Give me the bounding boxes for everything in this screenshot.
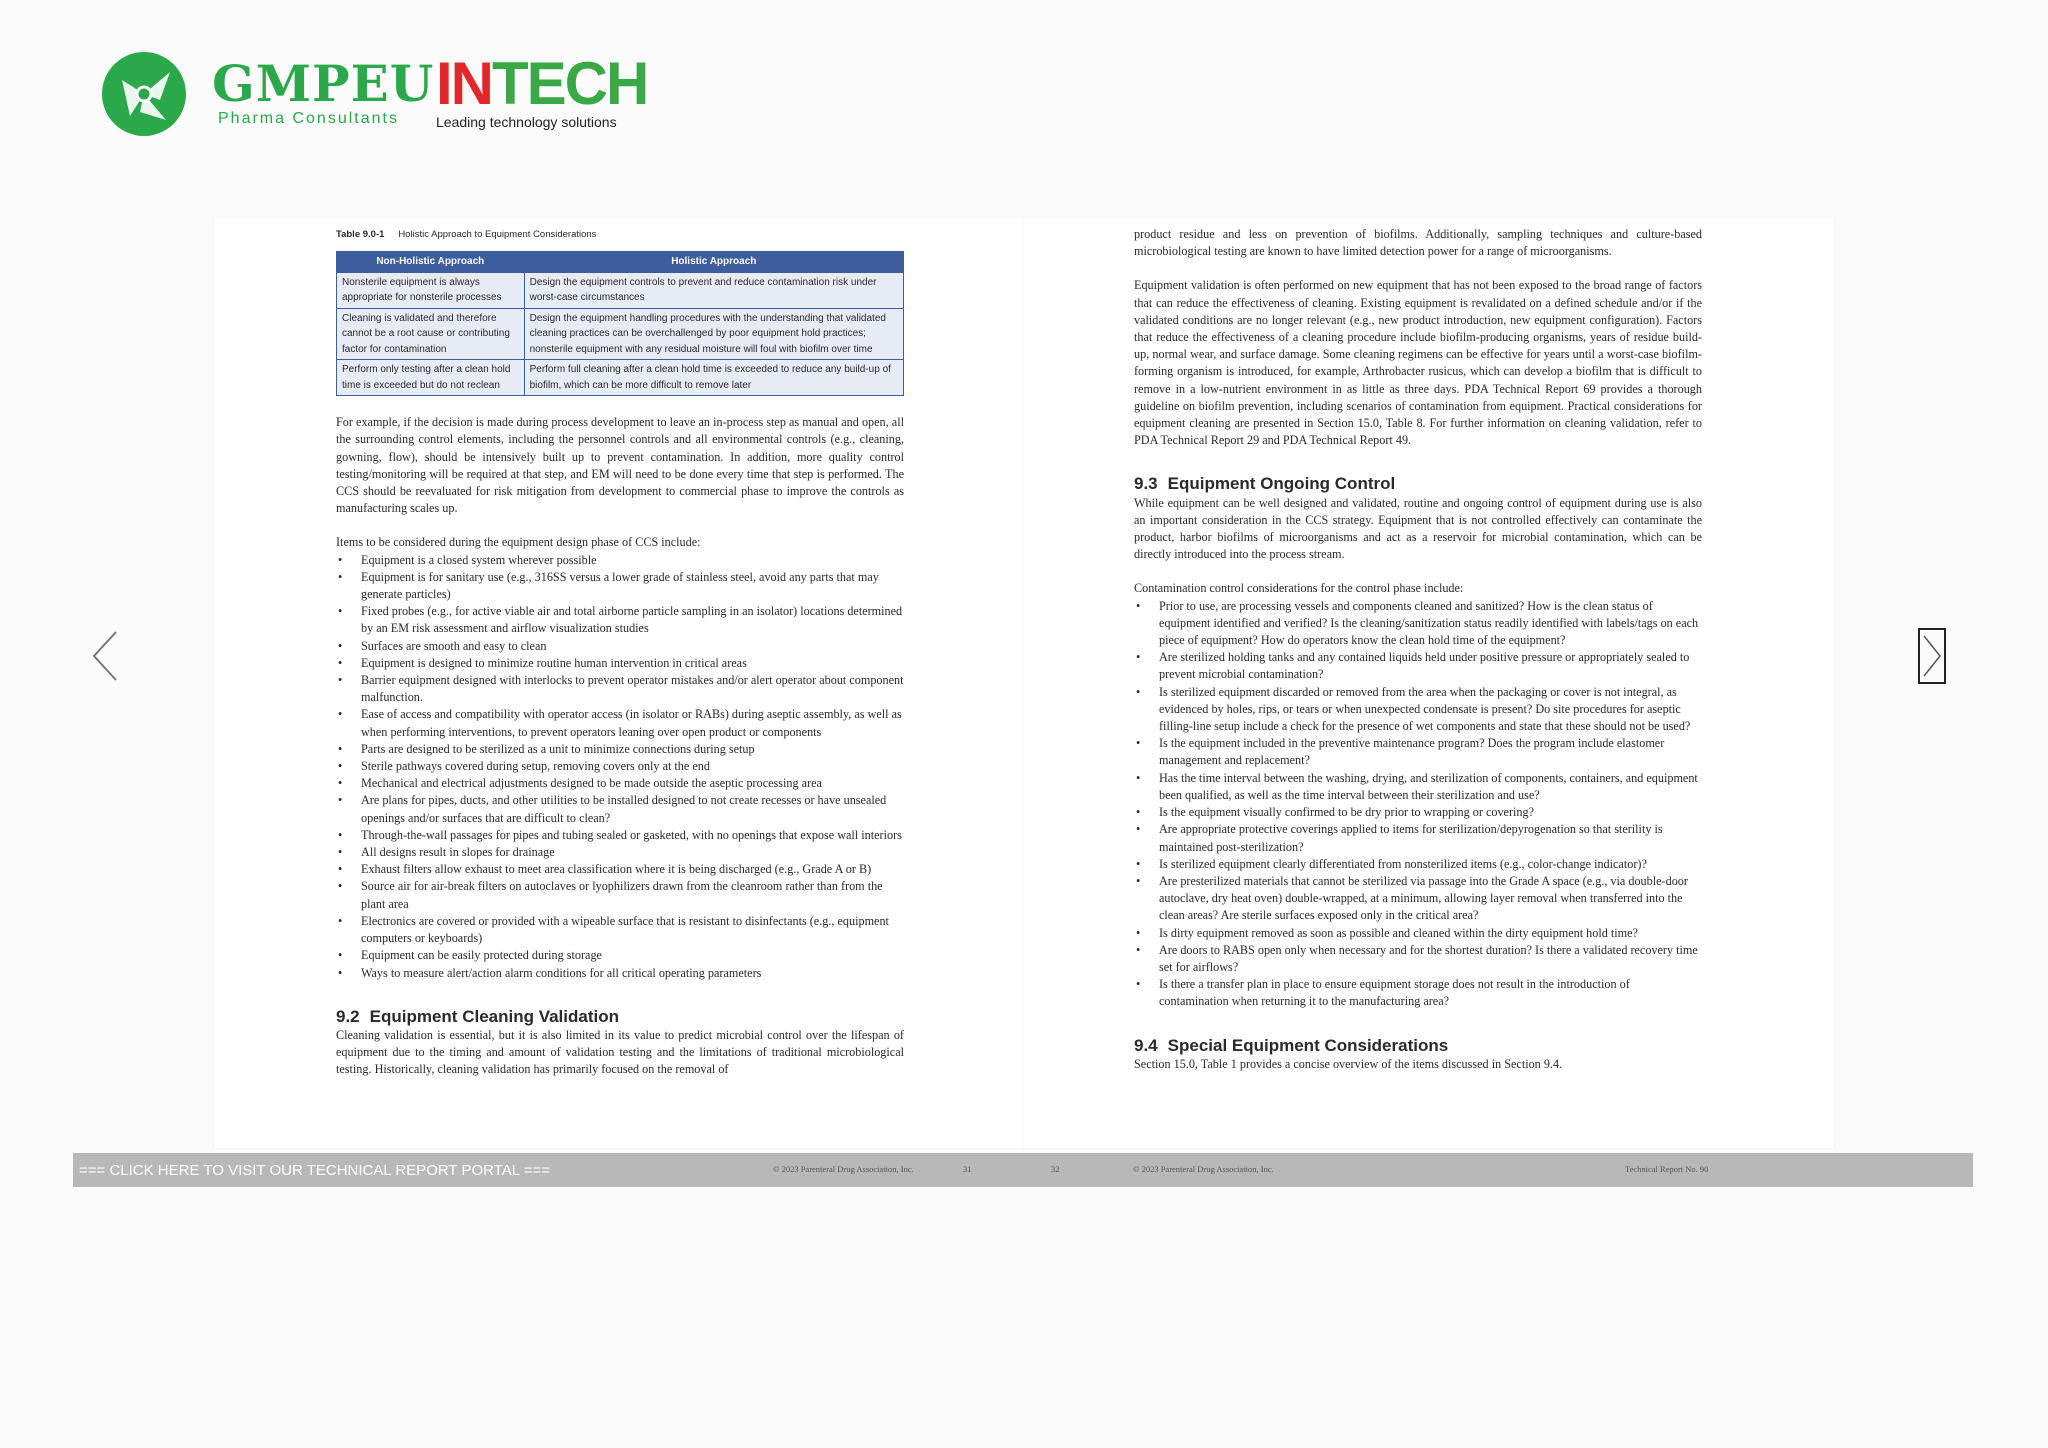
list-item: • Mechanical and electrical adjustments designed to be made outside the aseptic processing area bbox=[336, 775, 904, 792]
list-item: • Through-the-wall passages for pipes and tubing sealed or gasketed, with no openings that expose wall interiors bbox=[336, 827, 904, 844]
list-item: • Sterile pathways covered during setup, removing covers only at the end bbox=[336, 758, 904, 775]
list-item: • Surfaces are smooth and easy to clean bbox=[336, 638, 904, 655]
list-item: • Source air for air-break filters on autoclaves or lyophilizers drawn from the cleanroom rather than from the plant area bbox=[336, 878, 904, 912]
table-row bbox=[337, 308, 904, 360]
control-phase-list bbox=[1134, 598, 1702, 1011]
list-item: • Is sterilized equipment clearly differentiated from nonsterilized items (e.g., color-change indicator)? bbox=[1134, 856, 1702, 873]
table-cell: Perform full cleaning after a clean hold time is exceeded to reduce any build-up of biofilm, which can be more difficult to remove later bbox=[524, 360, 903, 396]
list-item: • Electronics are covered or provided with a wipeable surface that is resistant to disinfectants (e.g., equipment computers or keyboards) bbox=[336, 913, 904, 947]
body-paragraph: Equipment validation is often performed on new equipment that has not been exposed to the broad range of factors that can reduce the effectiveness of cleaning. Existing equipment is revalidated on a defined schedule and/or if the validated conditions are no longer relevant (e.g., new product introduction, new equipment configuration). Factors that reduce the effectiveness of a cleaning procedure include biofilm-producing organisms, years of residue build-up, normal wear, and surface damage. Some cleaning regimens can be effective for years until a worst-case biofilm-forming organism is introduced, for example, Arthrobacter rusicus, which can develop a biofilm that is difficult to remove in a low-nutrient environment in as little as three days. PDA Technical Report 69 provides a thorough guideline on biofilm prevention, including scenarios of contamination from equipment. Practical considerations for equipment cleaning are presented in Section 15.0, Table 8. For further information on cleaning validation, refer to PDA Technical Report 29 and PDA Technical Report 49. bbox=[1134, 278, 1702, 448]
list-item: • Has the time interval between the washing, drying, and sterilization of components, containers, and equipment been qualified, as well as the time interval between their sterilization and use? bbox=[1134, 770, 1702, 804]
list-item: • Fixed probes (e.g., for active viable air and total airborne particle sampling in an isolator) locations determined by an EM risk assessment and airflow visualization studies bbox=[336, 603, 904, 637]
section-title: Equipment Ongoing Control bbox=[1167, 474, 1396, 494]
portal-link[interactable]: === CLICK HERE TO VISIT OUR TECHNICAL REPORT PORTAL === bbox=[79, 1162, 550, 1179]
site-header bbox=[100, 46, 648, 146]
copyright-right: © 2023 Parenteral Drug Association, Inc. bbox=[1133, 1164, 1274, 1174]
list-item: • Is there a transfer plan in place to ensure equipment storage does not result in the introduction of contamination when returning it to the manufacturing area? bbox=[1134, 976, 1702, 1010]
section-heading bbox=[1134, 1037, 1702, 1054]
prev-page-arrow-icon[interactable] bbox=[90, 628, 120, 684]
list-item: • Parts are designed to be sterilized as a unit to minimize connections during setup bbox=[336, 741, 904, 758]
table-title: Holistic Approach to Equipment Considerations bbox=[398, 229, 597, 240]
table-header: Holistic Approach bbox=[524, 252, 903, 273]
list-item: • Equipment can be easily protected during storage bbox=[336, 947, 904, 964]
list-item: • Ways to measure alert/action alarm conditions for all critical operating parameters bbox=[336, 965, 904, 982]
list-intro: Items to be considered during the equipment design phase of CCS include: bbox=[336, 535, 701, 550]
holistic-approach-table bbox=[336, 251, 904, 396]
page-number-left: 31 bbox=[963, 1164, 972, 1174]
table-cell: Design the equipment controls to prevent and reduce contamination risk under worst-case circumstances bbox=[524, 272, 903, 308]
section-paragraph: Cleaning validation is essential, but it is also limited in its value to predict microbial control over the lifespan of equipment due to the timing and amount of validation testing and the limitations of traditional microbiological testing. Historically, cleaning validation has primarily focused on the removal of bbox=[336, 1027, 904, 1077]
report-page-right bbox=[1024, 218, 1834, 1148]
table-cell: Cleaning is validated and therefore cannot be a root cause or contributing factor for contamination bbox=[337, 308, 525, 360]
list-item: • Prior to use, are processing vessels and components cleaned and sanitized? How is the clean status of equipment identified and verified? Is the cleaning/sanitization status readily identified with labels/tags on each piece of equipment? How do operators know the clean hold time of the equipment? bbox=[1134, 598, 1702, 650]
table-row bbox=[337, 272, 904, 308]
list-item: • Equipment is for sanitary use (e.g., 316SS versus a lower grade of stainless steel, avoid any parts that may generate particles) bbox=[336, 569, 904, 603]
table-caption bbox=[336, 226, 904, 243]
section-number: 9.2 bbox=[336, 1006, 360, 1026]
list-item: • Is dirty equipment removed as soon as possible and cleaned within the dirty equipment hold time? bbox=[1134, 925, 1702, 942]
list-item: • Are appropriate protective coverings applied to items for sterilization/depyrogenation so that sterility is maintained post-sterilization? bbox=[1134, 821, 1702, 855]
list-item: • Equipment is a closed system wherever possible bbox=[336, 552, 904, 569]
page-number-right: 32 bbox=[1051, 1164, 1060, 1174]
table-row bbox=[337, 360, 904, 396]
body-paragraph: For example, if the decision is made during process development to leave an in-process step as manual and open, all the surrounding control elements, including the personnel controls and all environmental controls (e.g., cleaning, gowning, flow), should be intensively built up to prevent contamination. In addition, more quality control testing/monitoring will be required at that step, and EM will need to be done every time that step is performed. The CCS should be reevaluated for risk mitigation from development to commercial phase to improve the controls as manufacturing scales up. bbox=[336, 415, 904, 516]
report-number: Technical Report No. 90 bbox=[1625, 1164, 1709, 1174]
right-column bbox=[1134, 226, 1702, 1090]
list-item: • Exhaust filters allow exhaust to meet area classification where it is being discharged (e.g., Grade A or B) bbox=[336, 861, 904, 878]
section-number: 9.4 bbox=[1134, 1035, 1158, 1055]
table-label: Table 9.0-1 bbox=[336, 229, 385, 240]
section-paragraph: Section 15.0, Table 1 provides a concise overview of the items discussed in Section 9.4. bbox=[1134, 1056, 1563, 1071]
list-item: • Is the equipment included in the preventive maintenance program? Does the program include elastomer management and replacement? bbox=[1134, 735, 1702, 769]
copyright-left: © 2023 Parenteral Drug Association, Inc. bbox=[773, 1164, 914, 1174]
section-title: Special Equipment Considerations bbox=[1167, 1035, 1449, 1055]
body-paragraph: product residue and less on prevention of biofilms. Additionally, sampling techniques and culture-based microbiological testing are known to have limited detection power for a range of microorganisms. bbox=[1134, 227, 1702, 259]
list-intro: Contamination control considerations for the control phase include: bbox=[1134, 581, 1464, 596]
list-item: • Ease of access and compatibility with operator access (in isolator or RABs) during aseptic assembly, as well as when performing interventions, to prevent operators leaning over open product or components bbox=[336, 706, 904, 740]
intech-wordmark-in: IN bbox=[436, 50, 492, 117]
list-item: • Equipment is designed to minimize routine human intervention in critical areas bbox=[336, 655, 904, 672]
design-phase-list bbox=[336, 552, 904, 982]
intech-wordmark-tech: TECH bbox=[492, 50, 648, 117]
list-item: • Is sterilized equipment discarded or removed from the area when the packaging or cover is not integral, as evidenced by holes, rips, or tears or when unexpected condensate is present? Do site procedures for aseptic filling-line setup include a check for the presence of wet components and state that these should not be used? bbox=[1134, 684, 1702, 736]
section-title: Equipment Cleaning Validation bbox=[369, 1006, 619, 1026]
table-cell: Nonsterile equipment is always appropriate for nonsterile processes bbox=[337, 272, 525, 308]
list-item: • Are presterilized materials that cannot be sterilized via passage into the Grade A space (e.g., via double-door autoclave, dry heat oven) double-wrapped, at a minimum, allowing layer removal when transferred into the clean areas? Are sterile surfaces exposed only in the critical area? bbox=[1134, 873, 1702, 925]
left-column bbox=[336, 226, 904, 1096]
list-item: • All designs result in slopes for drainage bbox=[336, 844, 904, 861]
list-item: • Barrier equipment designed with interlocks to prevent operator mistakes and/or alert operator about component malfunction. bbox=[336, 672, 904, 706]
report-page-left bbox=[214, 218, 1024, 1148]
intech-wordmark bbox=[436, 52, 647, 116]
list-item: • Are doors to RABS open only when necessary and for the shortest duration? Is there a validated recovery time set for airflows? bbox=[1134, 942, 1702, 976]
list-item: • Are sterilized holding tanks and any contained liquids held under positive pressure or appropriately sealed to prevent microbial contamination? bbox=[1134, 649, 1702, 683]
footer-bar bbox=[73, 1153, 1973, 1187]
gmpeu-logo-icon bbox=[100, 50, 188, 138]
section-number: 9.3 bbox=[1134, 474, 1158, 494]
table-cell: Design the equipment handling procedures with the understanding that validated cleaning practices can be overchallenged by poor equipment hold practices; nonsterile equipment with any residual moisture will foul with biofilm over time bbox=[524, 308, 903, 360]
gmpeu-wordmark: GMPEU bbox=[212, 54, 435, 113]
section-heading bbox=[1134, 475, 1702, 492]
table-header: Non-Holistic Approach bbox=[337, 252, 525, 273]
section-paragraph: While equipment can be well designed and validated, routine and ongoing control of equipment during use is also an important consideration in the CCS strategy. Equipment that is not controlled effectively can contaminate the product, harbor biofilms of microorganisms and act as a reservoir for microbial contamination, which can be directly introduced into the process stream. bbox=[1134, 495, 1702, 562]
list-item: • Is the equipment visually confirmed to be dry prior to wrapping or covering? bbox=[1134, 804, 1702, 821]
table-cell: Perform only testing after a clean hold time is exceeded but do not reclean bbox=[337, 360, 525, 396]
intech-tagline: Leading technology solutions bbox=[436, 114, 617, 130]
gmpeu-tagline: Pharma Consultants bbox=[218, 110, 399, 127]
next-page-arrow-icon[interactable] bbox=[1918, 628, 1946, 684]
section-heading bbox=[336, 1008, 904, 1025]
list-item: • Are plans for pipes, ducts, and other utilities to be installed designed to not create recesses or have unsealed openings and/or surfaces that are difficult to clean? bbox=[336, 792, 904, 826]
